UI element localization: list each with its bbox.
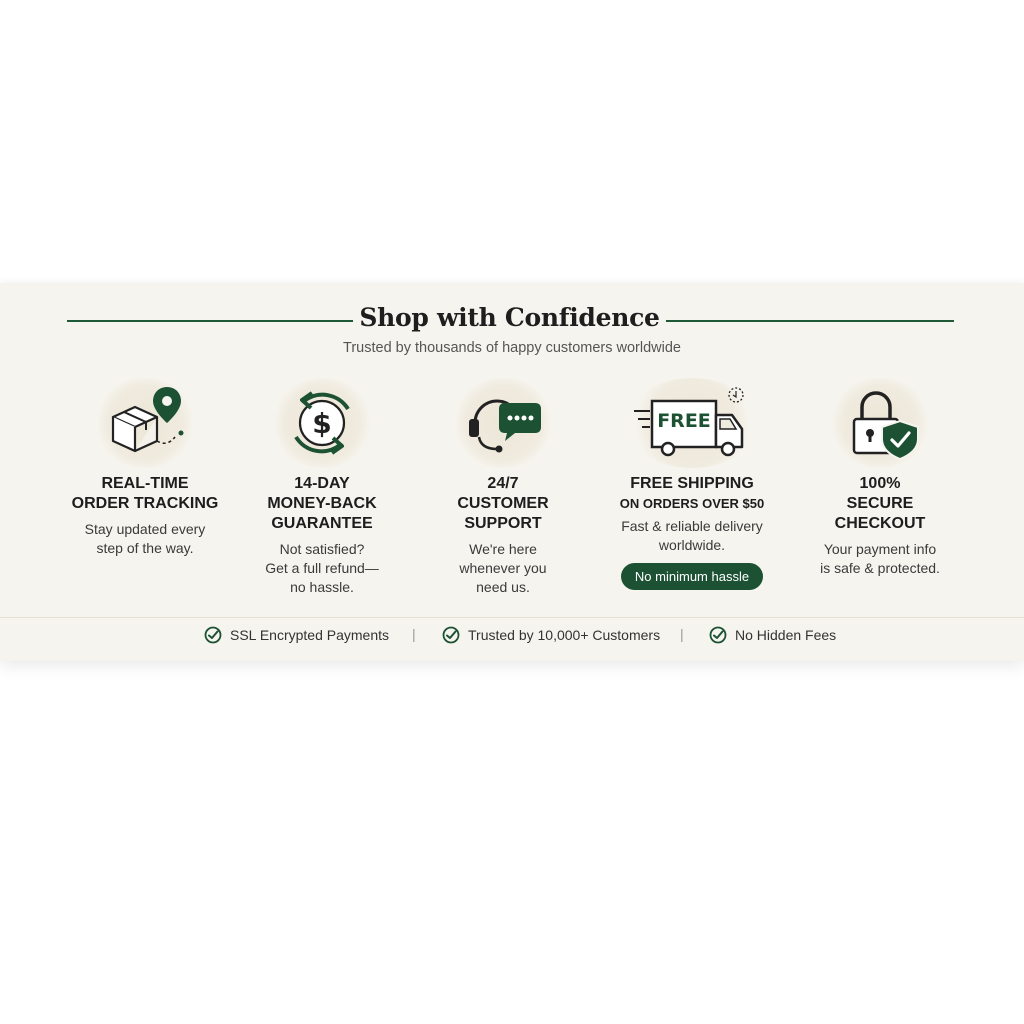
title-rule-right	[666, 320, 954, 322]
feature-customer-support	[413, 378, 593, 597]
trust-separator: |	[412, 626, 416, 642]
secure-lock-icon	[830, 378, 930, 468]
feature-description: Not satisfied? Get a full refund— no hassle.	[265, 541, 379, 595]
feature-money-back	[232, 378, 412, 597]
trust-item-customers	[442, 626, 660, 644]
headset-support-icon	[453, 378, 553, 468]
feature-title: FREE SHIPPING	[630, 475, 754, 492]
title-rule-left	[67, 320, 353, 322]
feature-description: Stay updated every step of the way.	[84, 521, 206, 556]
title-row	[0, 303, 1024, 337]
feature-subtitle: ON ORDERS OVER $50	[619, 496, 765, 511]
no-minimum-badge: No minimum hassle	[621, 563, 763, 590]
trust-item-no-fees	[709, 626, 836, 644]
trust-separator: |	[680, 626, 684, 642]
banner-subtitle: Trusted by thousands of happy customers worldwide	[343, 340, 681, 356]
feature-title: 24/7 CUSTOMER SUPPORT	[457, 475, 549, 532]
trust-bar-divider	[0, 617, 1024, 618]
trust-label: SSL Encrypted Payments	[230, 627, 390, 643]
trust-label: Trusted by 10,000+ Customers	[468, 627, 661, 643]
feature-free-shipping	[602, 378, 782, 590]
check-circle-icon	[442, 626, 460, 644]
feature-title: 14-DAY MONEY-BACK GUARANTEE	[267, 475, 377, 532]
feature-description: Your payment info is safe & protected.	[820, 541, 940, 576]
svg-text:FREE: FREE	[657, 410, 711, 432]
svg-text:$: $	[312, 407, 332, 440]
confidence-banner	[0, 283, 1024, 661]
feature-secure-checkout	[790, 378, 970, 578]
trust-item-ssl	[204, 626, 389, 644]
free-shipping-truck-icon	[627, 378, 757, 468]
feature-title: 100% SECURE CHECKOUT	[834, 475, 926, 532]
feature-description: We're here whenever you need us.	[459, 541, 547, 595]
feature-description: Fast & reliable delivery worldwide.	[621, 518, 763, 553]
feature-title: REAL-TIME ORDER TRACKING	[71, 475, 219, 512]
check-circle-icon	[204, 626, 222, 644]
trust-label: No Hidden Fees	[735, 627, 837, 643]
check-circle-icon	[709, 626, 727, 644]
feature-order-tracking	[55, 378, 235, 558]
package-tracking-icon	[95, 378, 195, 468]
money-back-icon	[272, 378, 372, 468]
banner-title: Shop with Confidence	[359, 303, 660, 332]
